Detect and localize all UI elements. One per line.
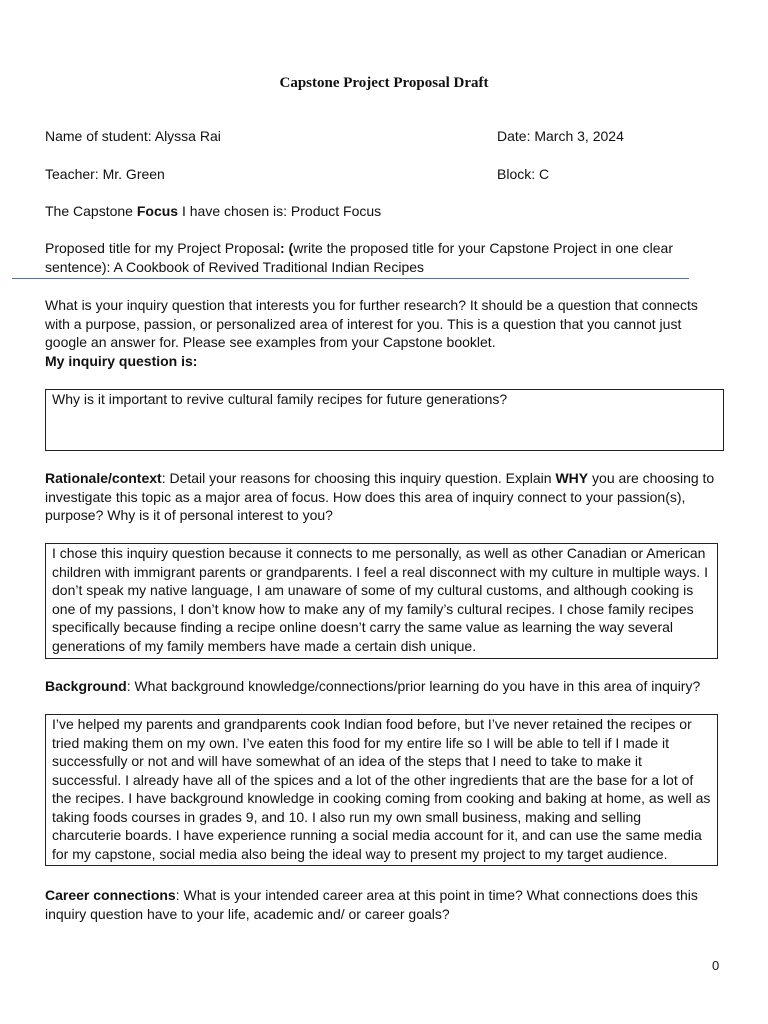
proposed-title-paragraph xyxy=(45,239,695,276)
teacher-label: Teacher: xyxy=(45,166,103,182)
rationale-answer-box[interactable] xyxy=(45,543,718,659)
focus-text-pre: The Capstone xyxy=(45,203,137,219)
rationale-prompt-b: you are choosing to investigate this topic as a major area of focus. How does this area of inquiry connect to your passion(s), purpose? Why is it of personal interest to you? xyxy=(45,470,715,523)
proposed-title-instruction: write the proposed title for your Capstone Project in one clear sentence): xyxy=(45,240,673,275)
focus-line xyxy=(45,202,381,221)
block-line xyxy=(497,165,549,184)
page-number: 0 xyxy=(712,958,720,973)
teacher-value: Mr. Green xyxy=(102,166,165,182)
divider-rule xyxy=(12,278,689,279)
career-label: Career connections xyxy=(45,887,176,903)
block-label: Block: xyxy=(497,166,540,182)
background-answer-box[interactable] xyxy=(45,714,718,866)
student-name-label: Name of student: xyxy=(45,128,155,144)
background-answer-text: I’ve helped my parents and grandparents cook Indian food before, but I’ve never retained the recipes or tried making them on my own. I’ve eaten this food for my entire life so I will be able to tell if I made it successfully or not and will have somewhat of an idea of the steps that I need to take to make it successful. I already have all of the spices and a lot of the other ingredients that are the base for a lot of the recipes. I have background knowledge in cooking coming from cooking and baking at home, as well as taking foods courses in grades 9, and 10. I also run my own small business, making and selling charcuterie boards. I have experience running a social media account for it, and can use the same media for my capstone, social media also being the ideal way to present my project to my target audience. xyxy=(52,716,711,862)
proposed-title-value: A Cookbook of Revived Traditional Indian Recipes xyxy=(113,258,425,275)
block-value: C xyxy=(539,166,550,182)
date-line xyxy=(497,127,624,146)
focus-text-post: I have chosen is: xyxy=(178,203,291,219)
rationale-answer-text: I chose this inquiry question because it connects to me personally, as well as other Canadian or American children with immigrant parents or grandparents. I feel a real disconnect with my culture in multiple ways. I don’t speak my native language, I am unaware of some of my cultural customs, and although cooking is one of my passions, I don’t know how to make any of my family’s cultural recipes. I chose family recipes specifically because finding a recipe online doesn’t carry the same value as learning the way several generations of my family members have made a certain dish unique. xyxy=(52,545,708,654)
rationale-label: Rationale/context xyxy=(45,470,162,486)
student-name-value: Alyssa Rai xyxy=(154,128,221,144)
document-title: Capstone Project Proposal Draft xyxy=(279,75,489,91)
career-prompt-text: : What is your intended career area at this point in time? What connections does this inquiry question have to your life, academic and/ or career goals? xyxy=(45,887,698,922)
career-prompt xyxy=(45,886,725,923)
student-name-line xyxy=(45,127,221,146)
rationale-prompt-a: : Detail your reasons for choosing this inquiry question. Explain xyxy=(161,470,556,486)
inquiry-answer-box[interactable] xyxy=(45,389,724,451)
proposed-title-label: Proposed title for my Project Proposal xyxy=(45,240,280,256)
rationale-why: WHY xyxy=(555,470,589,486)
teacher-line xyxy=(45,165,165,184)
rationale-prompt xyxy=(45,469,725,525)
focus-text-bold: Focus xyxy=(136,203,179,219)
background-label: Background xyxy=(45,678,127,694)
inquiry-answer-text: Why is it important to revive cultural family recipes for future generations? xyxy=(52,391,508,407)
date-value: March 3, 2024 xyxy=(534,128,624,144)
background-prompt-text: : What background knowledge/connections/prior learning do you have in this area of inquiry? xyxy=(126,678,701,694)
inquiry-prompt: What is your inquiry question that interests you for further research? It should be a question that connects with a purpose, passion, or personalized area of interest for you. This is a question that you cannot just google an answer for. Please see examples from your Capstone booklet. xyxy=(45,297,698,350)
inquiry-label: My inquiry question is: xyxy=(45,353,198,369)
proposed-title-colon: : ( xyxy=(280,240,294,256)
focus-value: Product Focus xyxy=(290,203,382,219)
background-prompt xyxy=(45,677,700,696)
date-label: Date: xyxy=(497,128,535,144)
